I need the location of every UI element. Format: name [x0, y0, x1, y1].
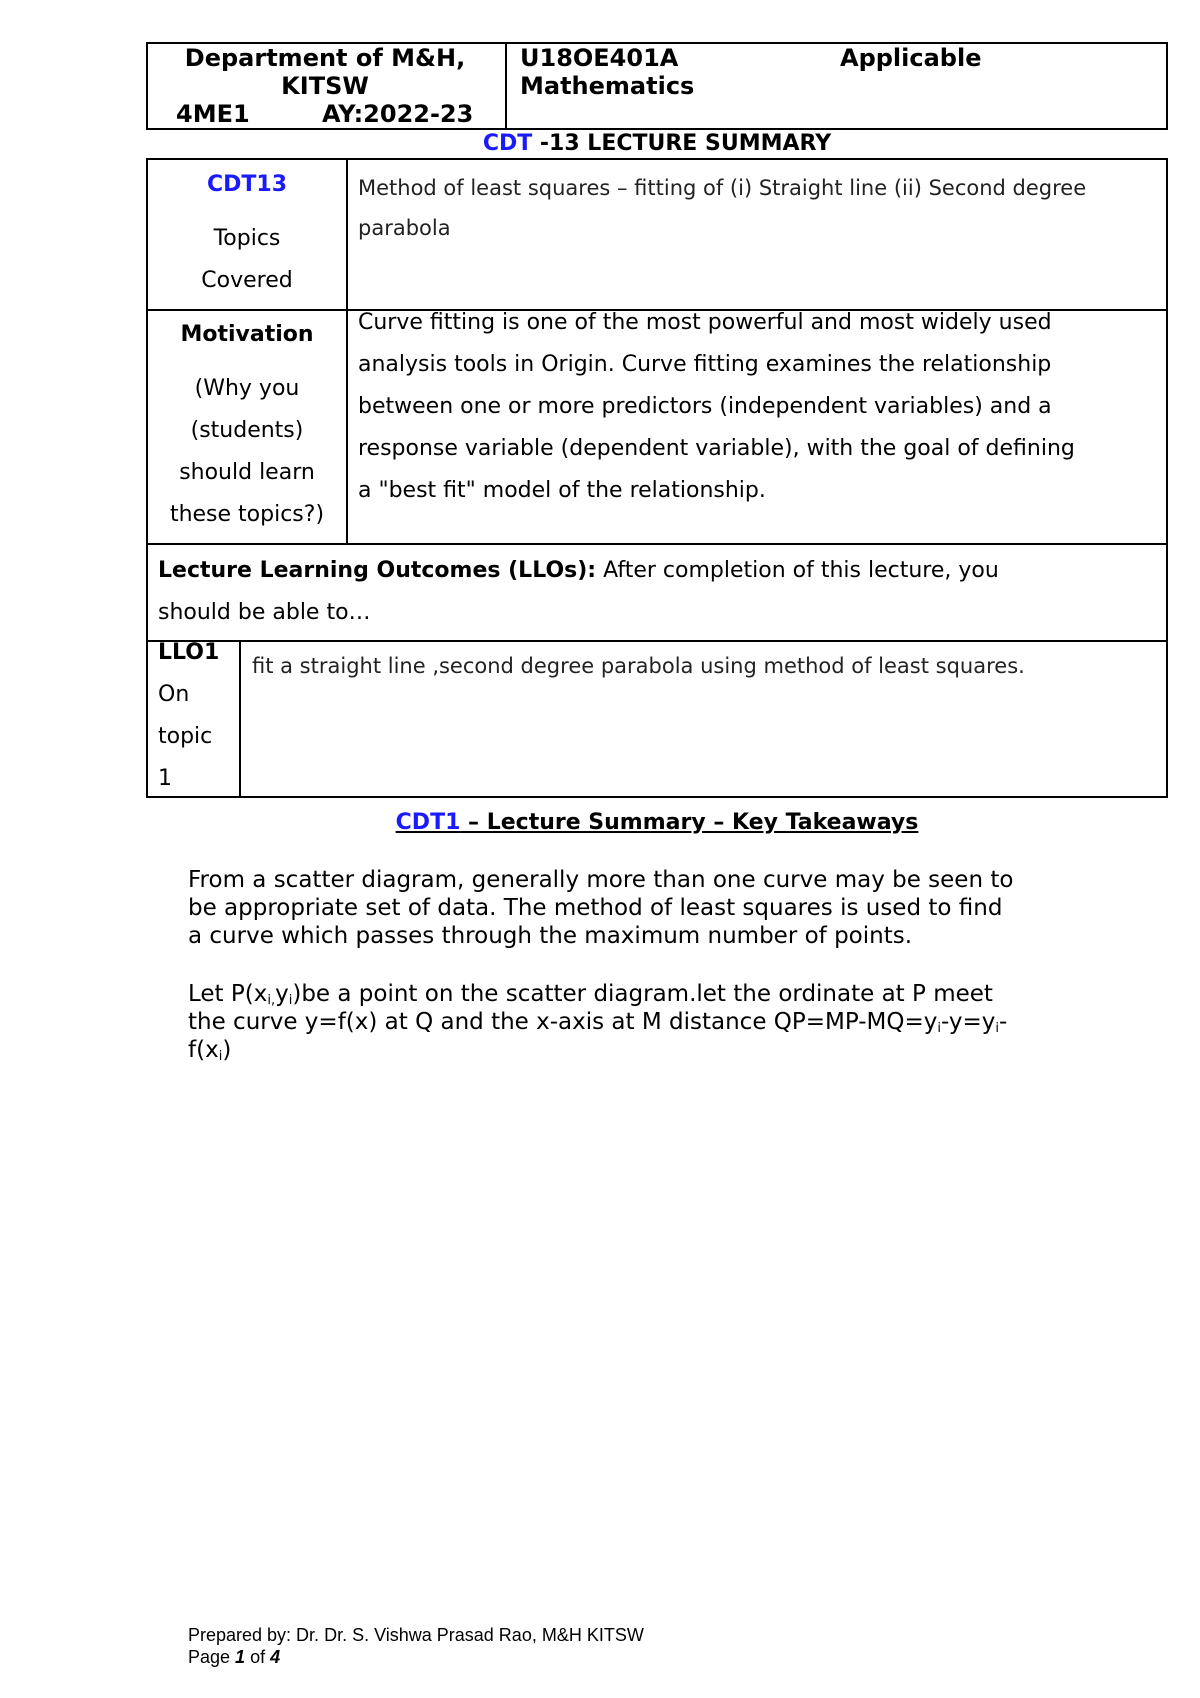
course-code: U18OE401A: [520, 44, 679, 72]
page-total: 4: [270, 1647, 281, 1667]
key-takeaways-rest: – Lecture Summary – Key Takeaways: [460, 810, 919, 835]
motivation-text-line4: response variable (dependent variable), with the goal of defining: [358, 436, 1075, 461]
p2-text: Let P(x: [188, 981, 268, 1007]
llo-column-divider: [239, 640, 241, 798]
class-code: 4ME1: [176, 100, 250, 128]
topics-label-line2: Covered: [201, 268, 293, 293]
llo-header-line2: should be able to…: [158, 600, 371, 625]
p2-text: -y=y: [941, 1009, 996, 1035]
academic-year: AY:2022-23: [322, 100, 474, 128]
p2-text: f(x: [188, 1037, 219, 1063]
llo-header-line1: [158, 550, 999, 592]
llo1-label-line2: topic: [158, 724, 213, 749]
p2-text: y: [275, 981, 289, 1007]
key-takeaways-cdt: CDT1: [395, 810, 461, 835]
motivation-text-line1: Curve fitting is one of the most powerful and most widely used: [358, 310, 1052, 335]
key-takeaways-title: [146, 808, 1168, 838]
motivation-label-line4: these topics?): [169, 502, 325, 527]
summary-title: [146, 130, 1168, 158]
paragraph2-line2: [188, 1008, 1088, 1036]
paragraph1-line2: be appropriate set of data. The method of least squares is used to find: [188, 895, 1003, 921]
paragraph2-line3: [188, 1036, 1088, 1064]
motivation-text-line2: analysis tools in Origin. Curve fitting examines the relationship: [358, 352, 1052, 377]
table-border-top: [146, 158, 1168, 160]
p2-text: -: [999, 1009, 1008, 1035]
paragraph2-line1: [188, 980, 1088, 1008]
summary-title-rest: -13 LECTURE SUMMARY: [532, 131, 832, 156]
summary-title-cdt: CDT: [482, 131, 533, 156]
motivation-label-line2: (students): [190, 418, 304, 443]
footer-prepared-by: Prepared by: Dr. Dr. S. Vishwa Prasad Rao, M&H KITSW: [188, 1625, 644, 1645]
paragraph1-line1: From a scatter diagram, generally more than one curve may be seen to: [188, 867, 1014, 893]
course-name-part2: Mathematics: [520, 72, 695, 100]
llo1-text: fit a straight line ,second degree parabola using method of least squares.: [252, 654, 1025, 678]
table-row-divider-2: [146, 543, 1168, 545]
p2-subscript: i: [995, 1021, 1000, 1036]
institute-name: KITSW: [281, 72, 369, 100]
page-of: of: [245, 1647, 271, 1667]
table-column-divider: [346, 158, 348, 545]
topics-text-line1: Method of least squares – fitting of (i) Straight line (ii) Second degree: [358, 176, 1087, 200]
table-row-divider-3: [146, 640, 1168, 642]
llo1-label-line1: On: [158, 682, 190, 707]
paragraph1-line3: a curve which passes through the maximum number of points.: [188, 923, 913, 949]
llo1-code: LLO1: [158, 640, 220, 665]
topics-text-line2: parabola: [358, 216, 451, 240]
motivation-text-line3: between one or more predictors (independent variables) and a: [358, 394, 1052, 419]
motivation-text-line5: a "best fit" model of the relationship.: [358, 478, 766, 503]
table-border-right: [1166, 158, 1168, 798]
p2-subscript: i: [288, 993, 293, 1008]
p2-subscript: i,: [267, 993, 276, 1008]
p2-text: the curve y=f(x) at Q and the x-axis at M distance QP=MP-MQ=y: [188, 1009, 938, 1035]
motivation-label-line3: should learn: [179, 460, 315, 485]
p2-text: ): [222, 1037, 232, 1063]
page-current: 1: [235, 1647, 246, 1667]
topics-label-line1: Topics: [213, 226, 281, 251]
llo-header-rest: After completion of this lecture, you: [596, 558, 999, 583]
p2-text: )be a point on the scatter diagram.let the ordinate at P meet: [292, 981, 993, 1007]
p2-subscript: i: [218, 1049, 223, 1064]
llo-header-bold: Lecture Learning Outcomes (LLOs):: [158, 558, 597, 583]
motivation-title: Motivation: [180, 322, 314, 347]
cdt-code: CDT13: [206, 172, 288, 197]
department-name: Department of M&H,: [184, 44, 466, 72]
llo1-label-line3: 1: [158, 766, 172, 791]
p2-subscript: i: [937, 1021, 941, 1036]
motivation-label-line1: (Why you: [194, 376, 300, 401]
footer-page-number: [188, 1646, 280, 1668]
course-name-part1: Applicable: [840, 44, 982, 72]
table-border-bottom: [146, 796, 1168, 798]
header-divider: [505, 42, 507, 130]
page-prefix: Page: [188, 1647, 236, 1667]
